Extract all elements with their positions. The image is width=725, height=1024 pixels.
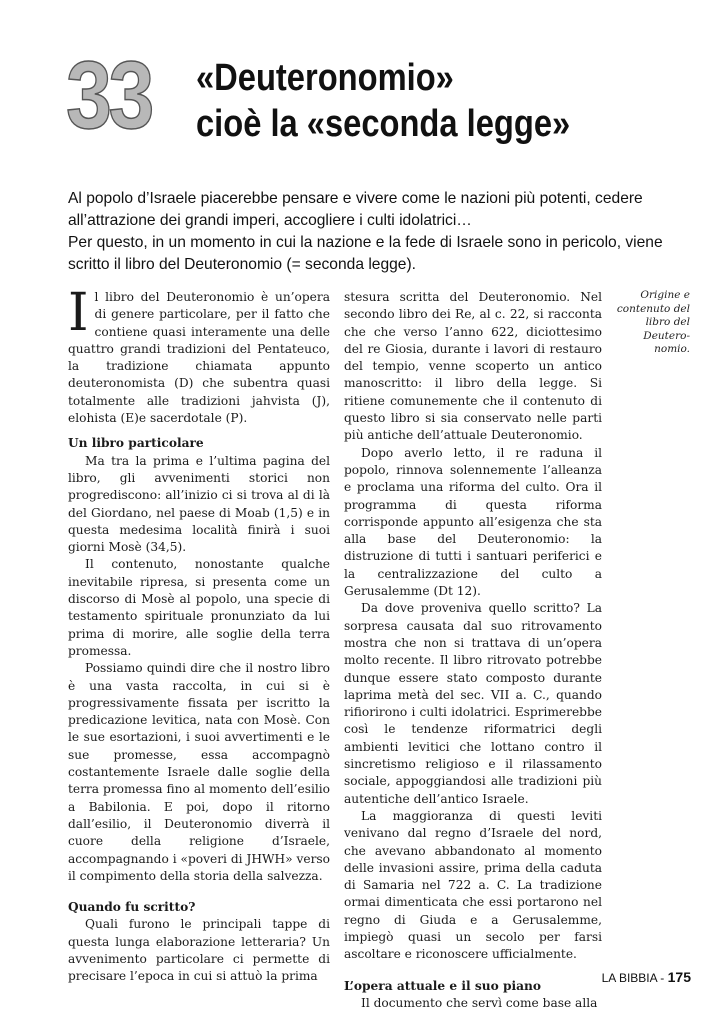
paragraph-continued: Quali furono le principali tappe di questa lunga elaborazione letteraria? Un avvenimento particolare ci permette di precisare l’epoca in cui si attuò la prima [68, 917, 330, 984]
page-number: 175 [667, 969, 691, 985]
page-title [196, 55, 570, 147]
text-column-right [344, 289, 602, 1012]
margin-note: Origine e contenuto del libro del Deutero-nomio. [616, 289, 690, 355]
paragraph: Il documento che servì come base alla [361, 995, 598, 1010]
paragraph: Da dove proveniva quello scritto? La sorpresa causata dal suo ritrovamento mostra che non si trattava di un’opera molto recente. Il libro ritrovato potrebbe dunque essere stato composto durante laprima metà del sec. VII a. C., quando rifiorirono i culti idolatrici. Esprimerebbe così le tendenze riformatrici degli ambienti levitici che lottano contro il sincretismo religioso e il rilassamento sociale, appoggiandosi alle tradizioni più autentiche dell’antico Israele. [344, 601, 602, 806]
chapter-number: 33 [66, 42, 151, 149]
text-column-left [68, 283, 330, 986]
paragraph: Dopo averlo letto, il re raduna il popolo, rinnova solennemente l’alleanza e proclama una riforma del culto. Ora il programma di questa riforma corrisponde appunto all’esigenza che sta alla base del Deuteronomio: la distruzione di tutti i santuari periferici e la centralizzazione del culto a Gerusalemme (Dt 12). [344, 445, 602, 599]
title-line-2: cioè la «seconda legge» [196, 103, 571, 145]
paragraph: La maggioranza di questi leviti venivano dal regno d’Israele del nord, che avevano abbandonato al momento delle invasioni assire, prima della caduta di Samaria nel 722 a. C. La tradizione ormai dimenticata che essi portarono nel regno di Giuda e a Gerusalemme, impiegò quasi un secolo per farsi ascoltare e riconoscere ufficialmente. [344, 808, 602, 962]
paragraph-continuation: stesura scritta del Deuteronomio. Nel secondo libro dei Re, al c. 22, si racconta che che verso l’anno 622, diciottesimo del re Giosia, durante i lavori di restauro del tempio, venne scoperto un antico manoscritto: il libro della legge. Si ritiene comunemente che il contenuto di questo libro si sia conservato nelle parti più antiche dell’attuale Deuteronomio. [344, 290, 602, 443]
opening-paragraph [68, 283, 330, 427]
paragraph: Il contenuto, nonostante qualche inevitabile ripresa, si presenta come un discorso di Mosè al popolo, una specie di testamento spirituale pronunziato da lui prima di morire, alle soglie della terra promessa. [68, 557, 330, 658]
footer-label: LA BIBBIA - [601, 971, 668, 985]
paragraph: Ma tra la prima e l’ultima pagina del libro, gli avvenimenti storici non progrediscono: all’inizio ci si trova al di là del Giordano, nel paese di Moab (1,5) e in questa medesima località finirà i suoi giorni Mosè (34,5). [68, 453, 330, 555]
title-line-1: «Deuteronomio» [196, 57, 454, 99]
opening-paragraph-text: l libro del Deuteronomio è un’opera di genere particolare, per il fatto che contiene quasi interamente una delle quattro grandi tradizioni del Pentateuco, la tradizione chiamata appunto deuteronomista (D) che subentra quasi totalmente alle tradizioni jahvista (J), elohista (E)e sacerdotale (P). [68, 290, 330, 426]
section-heading-quando: Quando fu scritto? [68, 900, 196, 915]
intro-paragraph-1: Al popolo d’Israele piacerebbe pensare e vivere come le nazioni più potenti, cedere all’attrazione dei grandi imperi, accogliere i culti idolatrici… [68, 190, 643, 229]
intro-paragraph-2: Per questo, in un momento in cui la nazione e la fede di Israele sono in pericolo, viene scritto il libro del Deuteronomio (= seconda legge). [68, 234, 663, 273]
intro-lead [68, 188, 668, 276]
section-heading-opera: L’opera attuale e il suo piano [344, 978, 542, 993]
section-heading-particolare: Un libro particolare [68, 436, 204, 451]
dropcap-letter: I [68, 283, 89, 343]
paragraph: Possiamo quindi dire che il nostro libro è una vasta raccolta, in cui si è progressivamente fissata per iscritto la predicazione levitica, nata con Mosè. Con le sue esortazioni, i suoi avvertimenti e le sue promesse, essa accompagnò costantemente Israele dalle soglie della terra promessa fino al momento dell’esilio a Babilonia. E poi, dopo il ritorno dall’esilio, il Deuteronomio diverrà il cuore della religione d’Israele, accompagnando i «poveri di JHWH» verso il compimento della storia della salvezza. [68, 661, 330, 883]
page-footer [602, 969, 691, 986]
